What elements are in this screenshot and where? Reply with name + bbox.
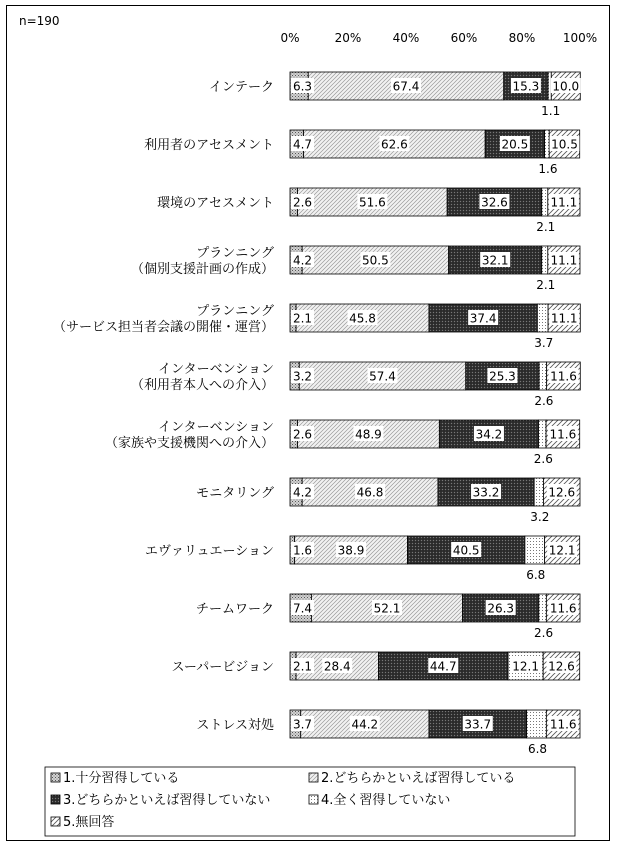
x-tick-label: 80% — [508, 31, 536, 45]
data-label: 3.2 — [530, 510, 550, 524]
x-tick-label: 100% — [562, 31, 598, 45]
data-label: 3.7 — [534, 336, 554, 350]
x-tick-label: 0% — [280, 31, 300, 45]
data-label: 2.6 — [534, 626, 554, 640]
data-label: 32.6 — [481, 195, 508, 210]
legend-label: 2.どちらかといえば習得している — [321, 771, 516, 786]
bar-segment — [539, 420, 547, 448]
category-label: インターベンション — [158, 420, 274, 435]
data-label: 46.8 — [356, 485, 384, 500]
x-tick-label: 40% — [392, 31, 420, 45]
data-label: 11.1 — [550, 253, 578, 268]
data-label: 20.5 — [501, 137, 529, 152]
category-label: プランニング — [196, 246, 274, 261]
data-label: 34.2 — [475, 427, 503, 442]
data-label: 28.4 — [323, 659, 351, 674]
data-label: 2.1 — [536, 278, 556, 292]
stacked-bar-chart — [7, 6, 611, 842]
x-tick-label: 20% — [334, 31, 362, 45]
data-label: 4.2 — [292, 253, 313, 268]
data-label: 38.9 — [337, 543, 365, 558]
data-label: 12.1 — [548, 543, 576, 558]
category-label: ストレス対処 — [196, 718, 274, 733]
bar-segment — [525, 536, 545, 564]
x-axis — [280, 31, 597, 45]
data-label: 33.2 — [472, 485, 500, 500]
bar-segment — [542, 188, 548, 216]
category-label: 環境のアセスメント — [157, 196, 274, 211]
data-label: 26.3 — [487, 601, 515, 616]
data-label: 15.3 — [512, 79, 540, 94]
data-label: 11.6 — [549, 601, 577, 616]
data-label: 10.0 — [552, 79, 580, 94]
data-label: 51.6 — [359, 195, 386, 210]
data-label: 44.7 — [429, 659, 457, 674]
data-label: 1.1 — [541, 104, 561, 118]
bar-segment — [537, 304, 548, 332]
data-label: 2.6 — [533, 452, 553, 466]
data-label: 6.3 — [292, 79, 313, 94]
bars-layer — [290, 72, 581, 756]
data-label: 1.6 — [538, 162, 558, 176]
bar-segment — [545, 130, 550, 158]
data-label: 2.6 — [292, 195, 313, 210]
legend-swatch — [309, 773, 318, 782]
x-tick-label: 60% — [450, 31, 478, 45]
data-label: 4.2 — [292, 485, 313, 500]
category-label: インターベンション — [158, 362, 274, 377]
legend-swatch — [309, 795, 318, 804]
data-label: 44.2 — [351, 717, 379, 732]
category-label: 利用者のアセスメント — [144, 138, 274, 153]
data-label: 12.6 — [548, 485, 576, 500]
category-label: インテーク — [208, 80, 274, 95]
legend-label: 3.どちらかといえば習得していない — [63, 793, 271, 808]
data-label: 7.4 — [292, 601, 313, 616]
data-label: 1.6 — [292, 543, 313, 558]
data-label: 25.3 — [489, 369, 516, 384]
category-label: モニタリング — [196, 486, 274, 501]
bar-segment — [534, 478, 543, 506]
data-label: 2.1 — [536, 220, 556, 234]
category-label: （サービス担当者会議の開催・運営） — [52, 320, 274, 335]
legend-label: 5.無回答 — [63, 815, 115, 830]
bar-segment — [527, 710, 547, 738]
category-label: （家族や支援機関への介入） — [104, 436, 274, 451]
category-label: エヴァリュエーション — [145, 544, 274, 559]
data-label: 2.6 — [292, 427, 313, 442]
category-label: チームワーク — [195, 602, 274, 617]
data-label: 2.1 — [292, 311, 313, 326]
chart-frame — [6, 5, 610, 841]
data-label: 4.7 — [292, 137, 313, 152]
data-label: 12.6 — [548, 659, 575, 674]
legend — [45, 767, 575, 836]
bar-segment — [539, 594, 547, 622]
data-label: 33.7 — [464, 717, 492, 732]
data-label: 40.5 — [452, 543, 480, 558]
category-labels — [53, 80, 274, 733]
category-label: （利用者本人への介入） — [130, 378, 274, 393]
legend-label: 1.十分習得している — [63, 771, 180, 786]
data-label: 50.5 — [362, 253, 389, 268]
data-label: 52.1 — [373, 601, 401, 616]
legend-swatch — [51, 773, 60, 782]
category-label: プランニング — [196, 304, 274, 319]
bar-segment — [539, 362, 547, 390]
data-label: 3.2 — [292, 369, 313, 384]
data-label: 37.4 — [469, 311, 497, 326]
data-label: 6.8 — [526, 568, 546, 582]
data-label: 48.9 — [355, 427, 382, 442]
data-label: 11.1 — [550, 195, 578, 210]
legend-label: 4.全く習得していない — [321, 793, 451, 808]
data-label: 2.1 — [292, 659, 313, 674]
data-label: 67.4 — [392, 79, 420, 94]
category-label: （個別支援計画の作成） — [130, 262, 274, 277]
legend-swatch — [51, 817, 60, 826]
legend-swatch — [51, 795, 60, 804]
data-label: 10.5 — [551, 137, 578, 152]
data-label: 62.6 — [381, 137, 408, 152]
sample-size-label: n=190 — [19, 14, 60, 28]
data-label: 57.4 — [369, 369, 396, 384]
data-label: 45.8 — [349, 311, 376, 326]
data-label: 6.8 — [527, 742, 548, 756]
data-label: 11.6 — [550, 369, 577, 384]
data-label: 3.7 — [292, 717, 313, 732]
data-label: 11.6 — [549, 717, 577, 732]
data-label: 12.1 — [512, 659, 539, 674]
category-label: スーパービジョン — [171, 660, 274, 675]
data-label: 11.6 — [549, 427, 577, 442]
data-label: 2.6 — [534, 394, 554, 408]
bar-segment — [542, 246, 548, 274]
data-label: 11.1 — [550, 311, 578, 326]
data-label: 32.1 — [481, 253, 509, 268]
